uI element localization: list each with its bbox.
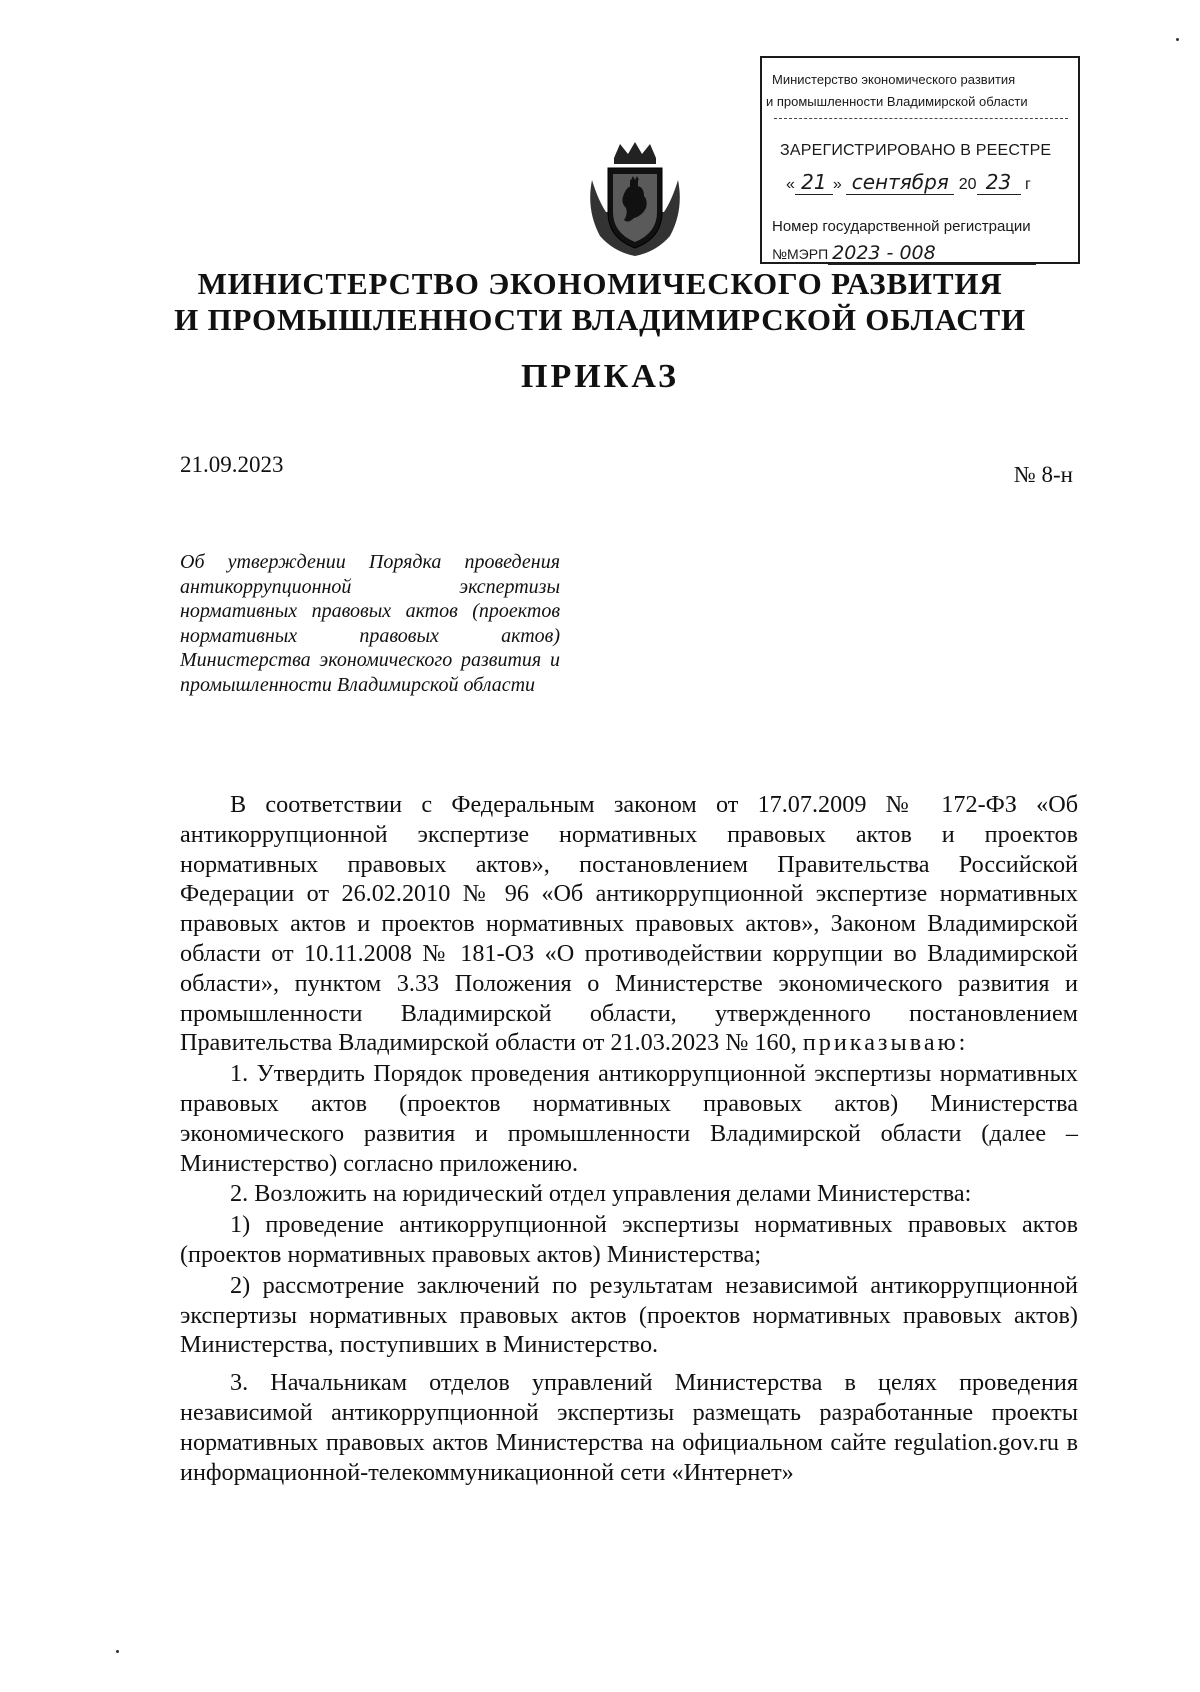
- scan-speck: [1176, 38, 1179, 41]
- stamp-divider: [774, 118, 1068, 119]
- stamp-date-year: 23: [977, 170, 1021, 195]
- item-3: 3. Начальникам отделов управлений Министерства в целях проведения независимой антикоррупционной экспертизы размещать разработанные проекты нормативных правовых актов Министерства на официальном сайте regulation.gov.ru в информационной-телекоммуникационной сети «Интернет»: [180, 1369, 1078, 1486]
- item-2: 2. Возложить на юридический отдел управления делами Министерства:: [230, 1180, 972, 1208]
- stamp-date-year-prefix: 20: [958, 176, 977, 193]
- registration-stamp: [760, 56, 1080, 264]
- stamp-org-line2: и промышленности Владимирской области: [766, 94, 1028, 109]
- preamble-paragraph: [180, 790, 1078, 1058]
- stamp-date-month: сентября: [846, 170, 954, 195]
- stamp-date-day: 21: [795, 170, 833, 195]
- stamp-date: [786, 170, 1031, 195]
- ministry-name-line2: И ПРОМЫШЛЕННОСТИ ВЛАДИМИРСКОЙ ОБЛАСТИ: [174, 302, 1026, 337]
- order-word: приказываю:: [802, 1029, 969, 1057]
- document-number: № 8-н: [1013, 462, 1073, 487]
- item-1: 1. Утвердить Порядок проведения антикоррупционной экспертизы нормативных правовых актов (проектов нормативных правовых актов) Министерства экономического развития и промышленности Владимирской области (далее – Министерство) согласно приложению.: [180, 1060, 1078, 1177]
- stamp-date-open-quote: «: [786, 176, 795, 193]
- stamp-date-suffix: г: [1024, 176, 1031, 193]
- item-2-2: 2) рассмотрение заключений по результатам независимой антикоррупционной экспертизы нормативных правовых актов (проектов нормативных правовых актов) Министерства, поступивших в Министерство.: [180, 1271, 1078, 1359]
- document-body: [180, 790, 1078, 1487]
- item-2-1: 1) проведение антикоррупционной экспертизы нормативных правовых актов (проектов нормативных правовых актов) Министерства;: [180, 1211, 1078, 1268]
- document-type-title: ПРИКАЗ: [521, 358, 679, 395]
- stamp-number: [772, 242, 1036, 265]
- stamp-number-prefix: №МЭРП: [772, 246, 829, 262]
- scan-speck: [116, 1650, 119, 1653]
- preamble-text: В соответствии с Федеральным законом от 17.07.2009 № 172-ФЗ «Об антикоррупционной экспертизе нормативных правовых актов и проектов нормативных правовых актов», постановлением Правительства Российской Федерации от 26.02.2010 № 96 «Об антикоррупционной экспертизе нормативных правовых актов и проектов нормативных правовых актов», Законом Владимирской области от 10.11.2008 № 181-ОЗ «О противодействии коррупции во Владимирской области», пунктом 3.33 Положения о Министерстве экономического развития и промышленности Владимирской области, утвержденного постановлением Правительства Владимирской области от 21.03.2023 № 160,: [180, 791, 1078, 1057]
- document-date: 21.09.2023: [180, 452, 284, 477]
- stamp-date-close-quote: »: [832, 176, 842, 193]
- stamp-registered-label: ЗАРЕГИСТРИРОВАНО В РЕЕСТРЕ: [780, 142, 1052, 159]
- stamp-number-label: Номер государственной регистрации: [772, 218, 1031, 235]
- stamp-org-line1: Министерство экономического развития: [772, 72, 1016, 87]
- stamp-number-value: 2023 - 008: [828, 242, 1036, 265]
- coat-of-arms-emblem: [584, 140, 686, 260]
- ministry-name-line1: МИНИСТЕРСТВО ЭКОНОМИЧЕСКОГО РАЗВИТИЯ: [197, 266, 1003, 301]
- document-subject: Об утверждении Порядка проведения антикоррупционной экспертизы нормативных правовых актов (проектов нормативных правовых актов) Министерства экономического развития и промышленности Владимирской области: [180, 551, 560, 696]
